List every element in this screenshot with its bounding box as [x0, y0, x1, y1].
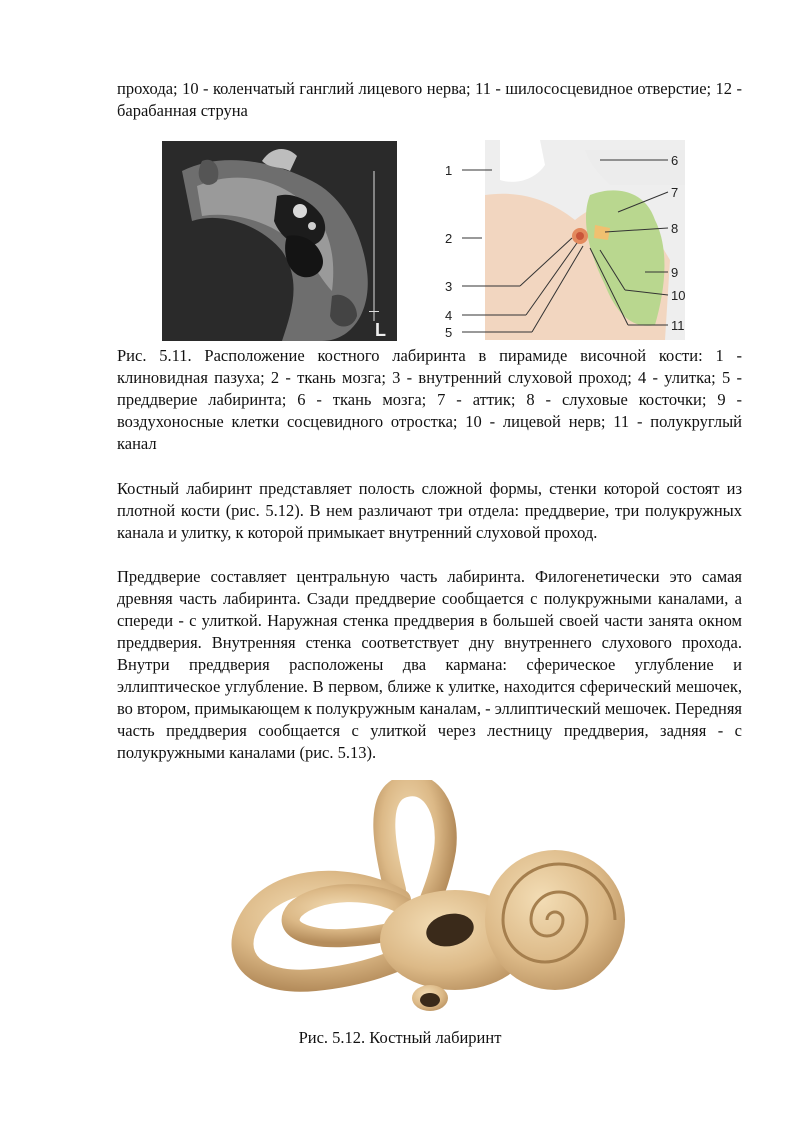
ct-marker-label: L: [375, 320, 386, 340]
diagram-label-4: 4: [445, 308, 453, 323]
diagram-label-11: 11: [671, 318, 685, 333]
bony-labyrinth-illustration: [225, 780, 630, 1020]
diagram-label-2: 2: [445, 231, 453, 246]
intro-paragraph: прохода; 10 - коленчатый ганглий лицевого нерва; 11 - шилососцевидное отверстие; 12 - барабанная струна: [117, 79, 742, 120]
diagram-label-1: 1: [445, 163, 453, 178]
ct-scan-image: [162, 141, 397, 341]
diagram-label-7: 7: [671, 185, 679, 200]
diagram-label-6: 6: [671, 153, 679, 168]
diagram-label-3: 3: [445, 279, 453, 294]
bony-labyrinth-drawing: [225, 780, 630, 1020]
figure-5-11-caption: Рис. 5.11. Расположение костного лабиринта в пирамиде височной кости: 1 - клиновидная пазуха; 2 - ткань мозга; 3 - внутренний слуховой проход; 4 - улитка; 5 - преддверие лабиринта; 6 - ткань мозга; 7 - аттик; 8 - слуховые косточки; 9 - воздухоносные клетки сосцевидного отростка; 10 - лицевой нерв; 11 - полукруглый канал: [117, 346, 742, 453]
diagram-label-8: 8: [671, 221, 679, 236]
diagram-label-5: 5: [445, 325, 453, 340]
diagram-label-9: 9: [671, 265, 679, 280]
body-paragraph-1: Костный лабиринт представляет полость сложной формы, стенки которой состоят из плотной кости (рис. 5.12). В нем различают три отдела: преддверие, три полукружных канала и улитку, к которой примыкает внутренний слуховой проход.: [117, 479, 742, 542]
diagram-label-10: 10: [671, 288, 686, 303]
temporal-bone-drawing: [440, 140, 700, 340]
temporal-bone-diagram: [440, 140, 700, 340]
figure-5-12-caption: Рис. 5.12. Костный лабиринт: [298, 1028, 502, 1047]
body-paragraph-2: Преддверие составляет центральную часть лабиринта. Филогенетически это самая древняя часть лабиринта. Сзади преддверие сообщается с полукружными каналами, а спереди - с улиткой. Наружная стенка преддверия в большей своей части занята окном преддверия. Внутренняя стенка соответствует дну внутреннего слухового прохода. Внутри преддверия расположены два кармана: сферическое углубление и эллиптическое углубление. В первом, ближе к улитке, находится сферический мешочек, во втором, примыкающем к полукружным каналам, - эллиптический мешочек. Передняя часть преддверия сообщается с улиткой через лестницу преддверия, задняя - с полукружными каналами (рис. 5.13).: [117, 567, 743, 762]
ct-scan-drawing: [162, 141, 397, 341]
